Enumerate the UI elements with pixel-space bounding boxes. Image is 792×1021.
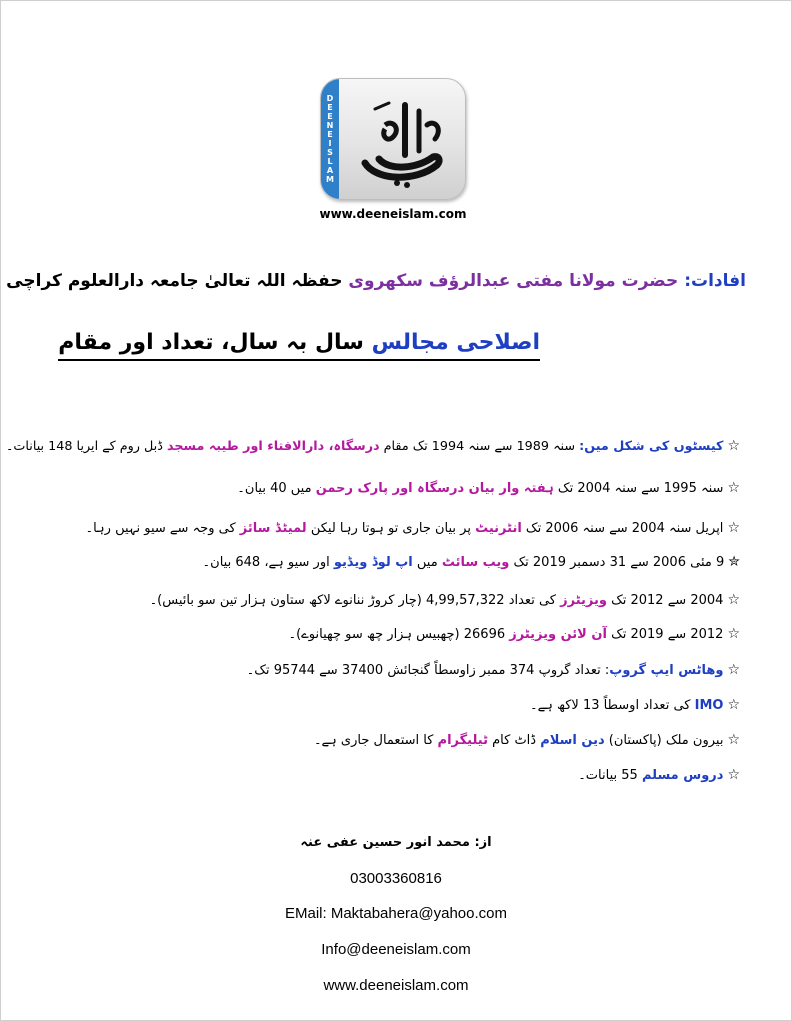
- item-text-segment: ٹیلیگرام: [437, 733, 488, 748]
- star-icon: ☆: [727, 767, 740, 783]
- item-text-segment: بیرون ملک (پاکستان): [604, 733, 724, 748]
- footer-website: www.deeneislam.com: [323, 977, 469, 994]
- item-text-segment: کی وجہ سے سیو نہیں رہا۔: [85, 521, 240, 536]
- item-text-segment: اپریل سنہ 2004 سے سنہ 2006 تک: [521, 521, 724, 536]
- item-text-segment: دروس مسلم: [641, 768, 724, 783]
- item-text-segment: 55 بیانات۔: [578, 768, 642, 783]
- item-text-segment: کا استعمال جاری ہے۔: [313, 733, 438, 748]
- star-icon: ☆: [727, 662, 740, 678]
- item-text-segment: IMO: [694, 698, 724, 713]
- star-icon: ☆: [727, 592, 740, 608]
- item-text-segment: پر بیان جاری تو ہوتا رہا لیکن: [306, 521, 476, 536]
- list-item: [247, 662, 740, 678]
- item-text-segment: دین اسلام: [540, 733, 605, 748]
- item-text-segment: لمیٹڈ سائز: [239, 521, 307, 536]
- item-text-segment: 26696 (چھبیس ہزار چھ سو چھیانوے)۔: [288, 627, 510, 642]
- star-icon: ☆: [727, 520, 740, 536]
- logo-strip-letter: D: [326, 94, 334, 103]
- deeneislam-logo: [320, 78, 466, 200]
- star-icon: ☆: [727, 626, 740, 642]
- star-icon: ☆: [727, 732, 740, 748]
- item-text-segment: : تعداد گروپ 374 ممبر زاوسطاً گنجائش 37400 سے 95744 تک۔: [246, 663, 610, 678]
- list-item: [578, 767, 740, 783]
- title-name: حضرت مولانا مفتی عبدالرؤف سکھروی: [348, 271, 679, 291]
- logo-strip-letter: E: [327, 112, 333, 121]
- list-item: [314, 732, 740, 748]
- item-text-segment: درسگاہ، دارالافتاء اور طیبہ مسجد: [166, 439, 380, 454]
- item-text-segment: 2012 سے 2019 تک: [606, 627, 724, 642]
- item-text-segment: اور سیو ہے، 648 بیان۔: [202, 555, 334, 570]
- logo-strip-letter: A: [326, 166, 334, 175]
- logo-strip-letter: N: [326, 121, 334, 130]
- list-item: [6, 438, 740, 454]
- subtitle-part1: اصلاحی مجالس: [371, 330, 540, 355]
- logo-strip-letter: E: [327, 103, 333, 112]
- item-text-segment: ڈبل روم کے ایریا 148 بیانات۔: [5, 439, 167, 454]
- logo-urdu-wordmark: [345, 85, 463, 195]
- page-subtitle: [58, 330, 540, 361]
- footer-author: از: محمد انور حسین عفی عنہ: [300, 835, 492, 850]
- item-text-segment: ویب سائٹ: [441, 555, 510, 570]
- item-text-segment: ڈاٹ کام: [487, 733, 541, 748]
- item-text-segment: کیسٹوں کی شکل میں:: [579, 439, 724, 454]
- page-title: [6, 270, 746, 291]
- item-text-segment: ویزیٹرز: [560, 593, 607, 608]
- item-text-segment: 9 مئی 2006 سے 31 دسمبر 2019 تک: [509, 555, 725, 570]
- list-item: [288, 626, 740, 642]
- subtitle-part2: سال بہ سال، تعداد اور مقام: [58, 330, 364, 355]
- star-icon: ☆: [727, 697, 740, 713]
- item-text-segment: وھاٹس ایپ گروپ: [609, 663, 724, 678]
- logo-url: www.deeneislam.com: [319, 207, 467, 221]
- item-text-segment: کی تعداد اوسطاً 13 لاکھ ہے۔: [530, 698, 695, 713]
- item-text-segment: سنہ 1989 سے سنہ 1994 تک مقام: [379, 439, 580, 454]
- star-icon: ☆: [727, 438, 740, 454]
- logo-calligraphy-icon: [345, 85, 463, 195]
- logo-strip-letter: M: [326, 175, 334, 184]
- list-item: [85, 520, 740, 536]
- star-icon: ☆: [727, 480, 740, 496]
- logo-strip-letter: L: [327, 157, 333, 166]
- logo-strip-letter: S: [327, 148, 333, 157]
- item-text-segment: انٹرنیٹ: [475, 521, 522, 536]
- list-item: [203, 554, 740, 570]
- item-text-segment: 2004 سے 2012 تک: [606, 593, 724, 608]
- list-item: [237, 480, 740, 496]
- item-text-segment: کی تعداد 4,99,57,322 (چار کروڑ ننانوے لاکھ ستاون ہزار تین سو بائیس)۔: [149, 593, 561, 608]
- footer-info: Info@deeneislam.com: [321, 941, 471, 958]
- item-text-segment: سنہ 1995 سے سنہ 2004 تک: [553, 481, 724, 496]
- logo-strip-letter: I: [328, 139, 332, 148]
- footer-email: EMail: Maktabahera@yahoo.com: [285, 905, 507, 922]
- item-text-segment: میں: [412, 555, 442, 570]
- title-rest: حفظہ اللہ تعالیٰ جامعہ دارالعلوم کراچی: [6, 271, 343, 291]
- logo-side-strip: [321, 79, 339, 199]
- list-item: [530, 697, 740, 713]
- footer-phone: 03003360816: [350, 870, 442, 887]
- item-text-segment: اپ لوڈ ویڈیو: [333, 555, 413, 570]
- item-text-segment: میں 40 بیان۔: [237, 481, 316, 496]
- star-icon: ✮: [728, 554, 740, 570]
- list-item: [150, 592, 740, 608]
- logo-strip-letter: E: [327, 130, 333, 139]
- title-label: افادات:: [684, 271, 746, 291]
- item-text-segment: آن لائن ویزیٹرز: [509, 627, 607, 642]
- item-text-segment: ہفتہ وار بیان درسگاہ اور پارک رحمن: [315, 481, 554, 496]
